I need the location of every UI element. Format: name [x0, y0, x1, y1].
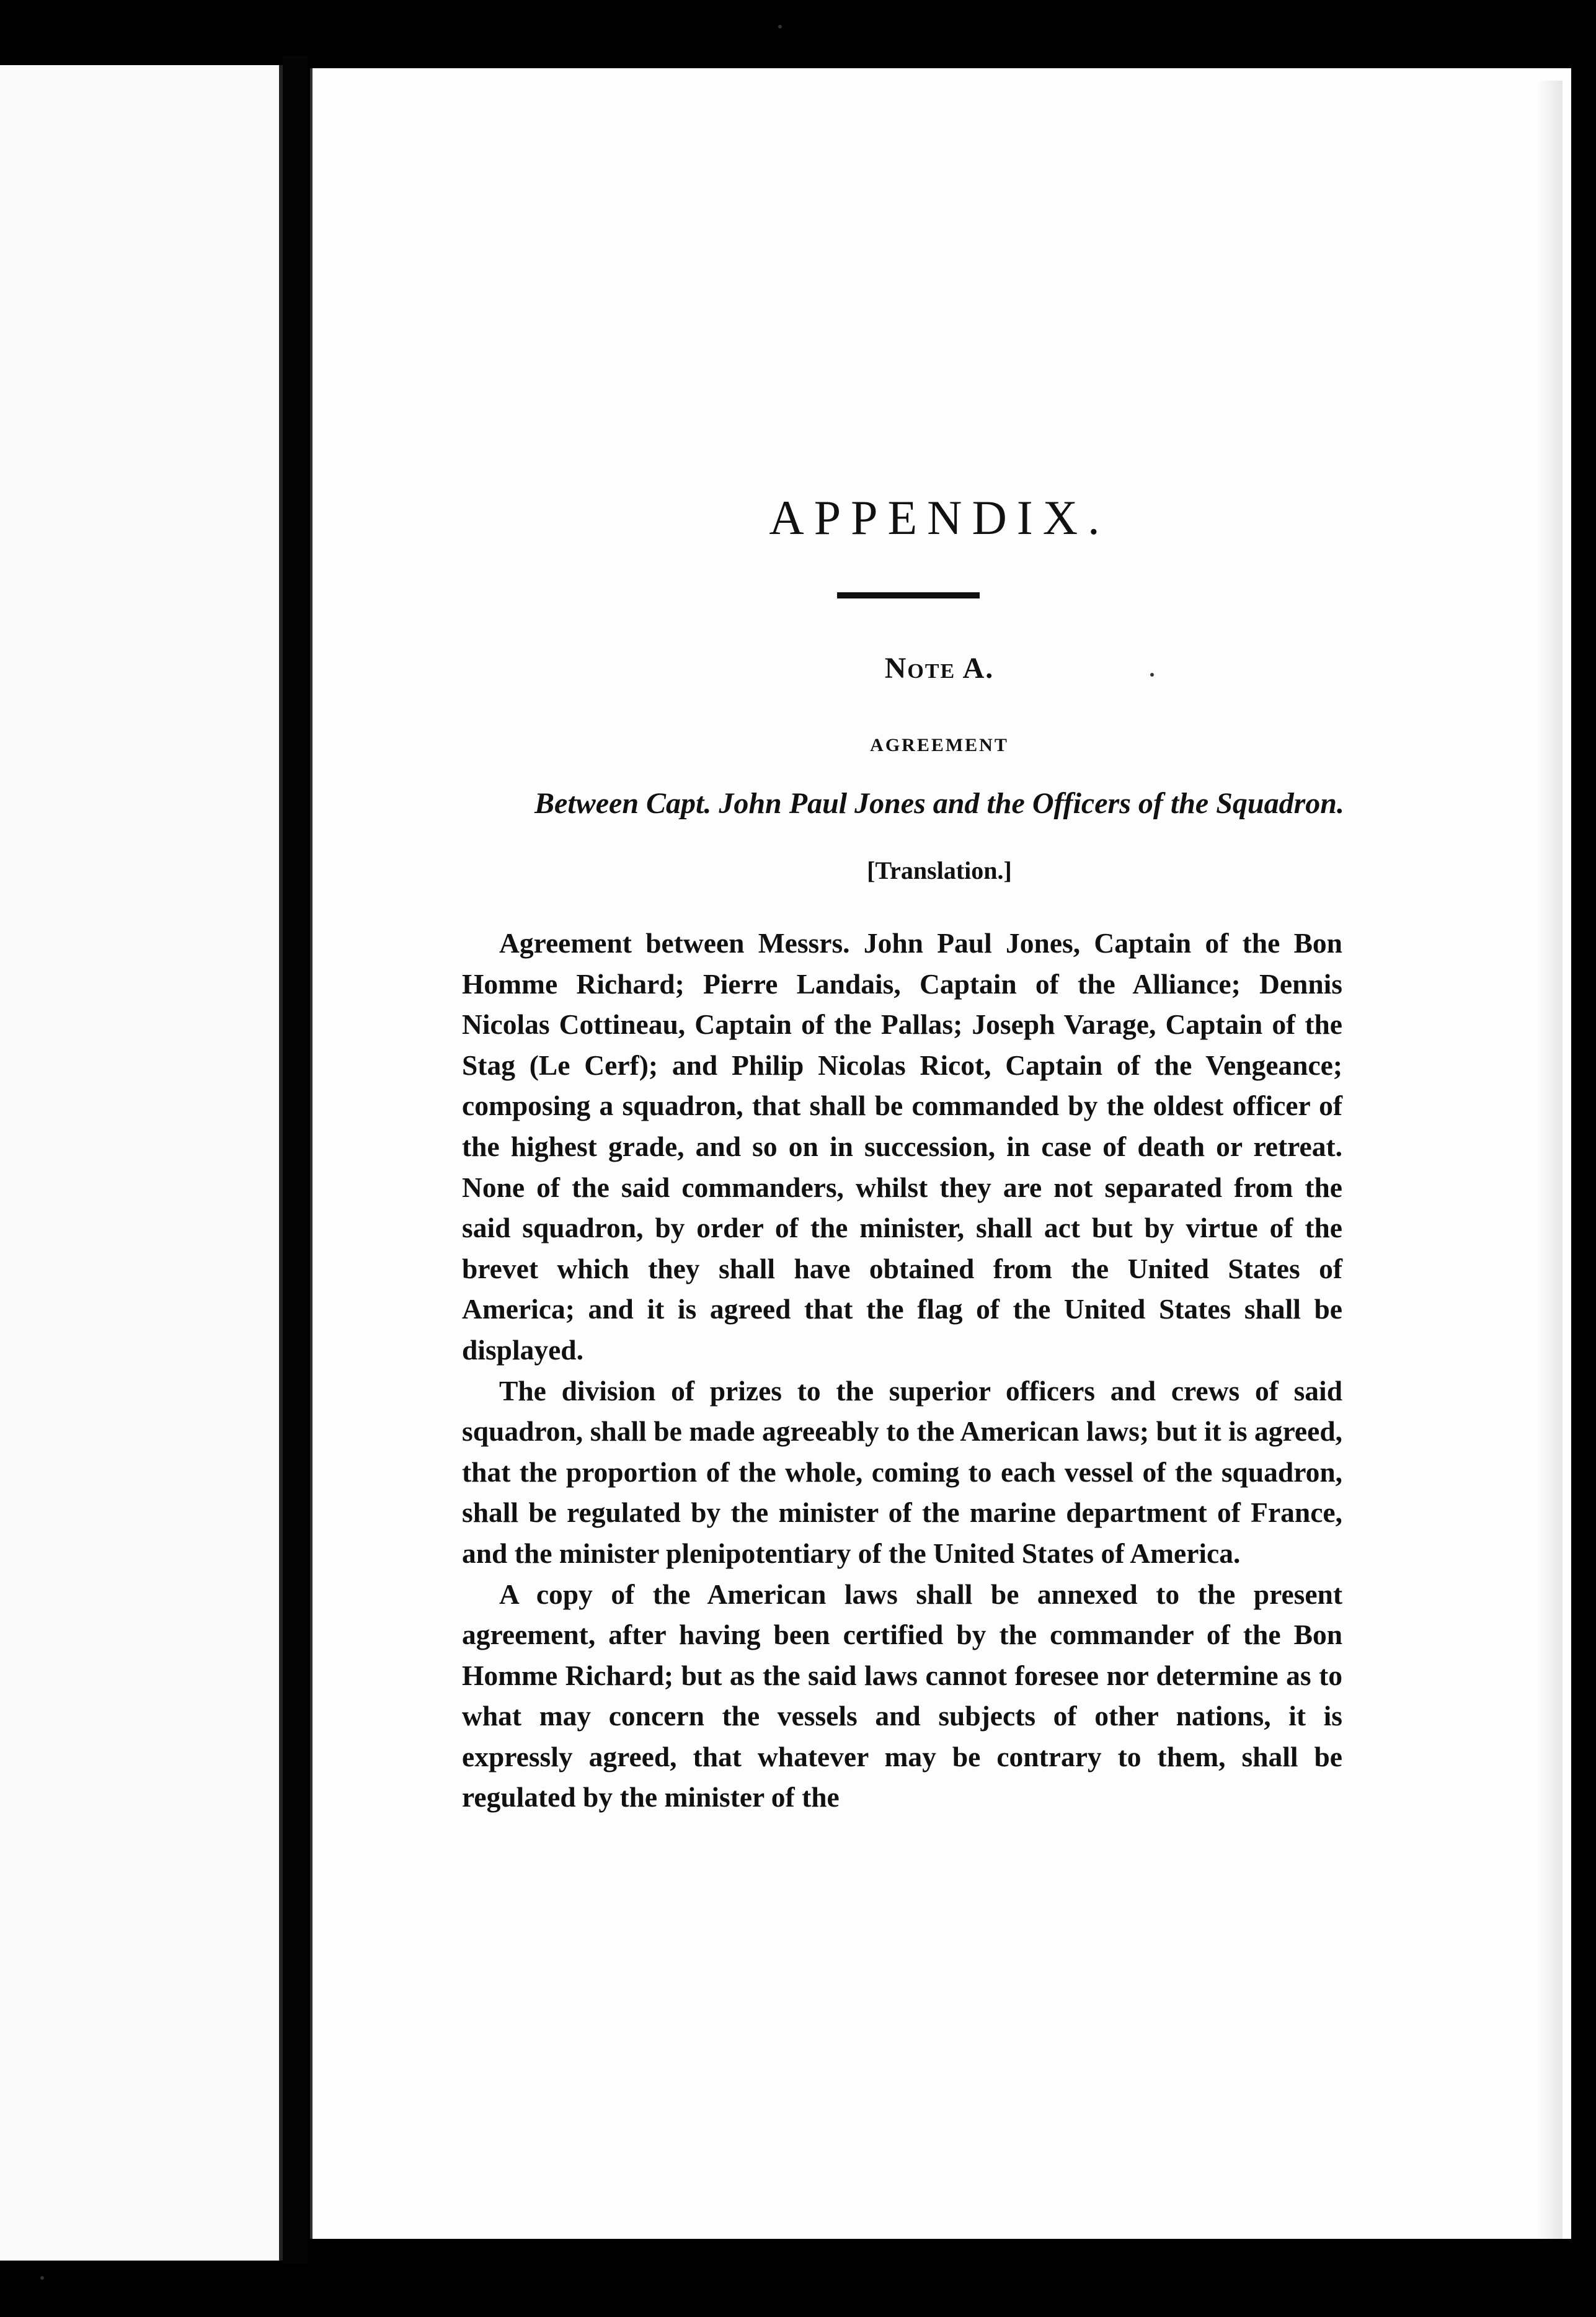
translation-label: [Translation.]: [867, 856, 1012, 884]
page-heading: APPENDIX.: [769, 491, 1110, 545]
scan-speck: [778, 25, 782, 29]
note-title: Note A.: [884, 652, 995, 685]
scan-speck: [1150, 673, 1154, 677]
scan-speck: [40, 2276, 44, 2280]
heading-rule: [837, 592, 980, 598]
page-edge: [1538, 81, 1563, 2239]
facing-page: [0, 65, 283, 2261]
book-gutter: [283, 56, 308, 2264]
section-subtitle: Between Capt. John Paul Jones and the Officers of the Squadron.: [534, 787, 1344, 820]
section-label: AGREEMENT: [870, 735, 1009, 755]
paragraph: The division of prizes to the superior officers and crews of said squadron, shall be made agreeably to the American laws; but it is agreed, that the proportion of the whole, coming to each vessel of the squadron, shall be regulated by the minister of the marine department of France, and the minister plenipotentiary of the United States of America.: [462, 1374, 1342, 1569]
body-text: [462, 923, 1342, 1818]
paragraph: A copy of the American laws shall be annexed to the present agreement, after having been certified by the commander of the Bon Homme Richard; but as the said laws cannot foresee nor determine as to what may concern the vessels and subjects of other nations, it is expressly agreed, that whatever may be contrary to them, shall be regulated by the minister of the: [462, 1578, 1342, 1813]
paragraph: Agreement between Messrs. John Paul Jones, Captain of the Bon Homme Richard; Pierre Landais, Captain of the Alliance; Dennis Nicolas Cottineau, Captain of the Pallas; Joseph Varage, Captain of the Stag (Le Cerf); and Philip Nicolas Ricot, Captain of the Vengeance; composing a squadron, that shall be commanded by the oldest officer of the highest grade, and so on in succession, in case of death or retreat. None of the said commanders, whilst they are not separated from the said squadron, by order of the minister, shall act but by virtue of the brevet which they shall have obtained from the United States of America; and it is agreed that the flag of the United States shall be displayed.: [462, 927, 1342, 1366]
